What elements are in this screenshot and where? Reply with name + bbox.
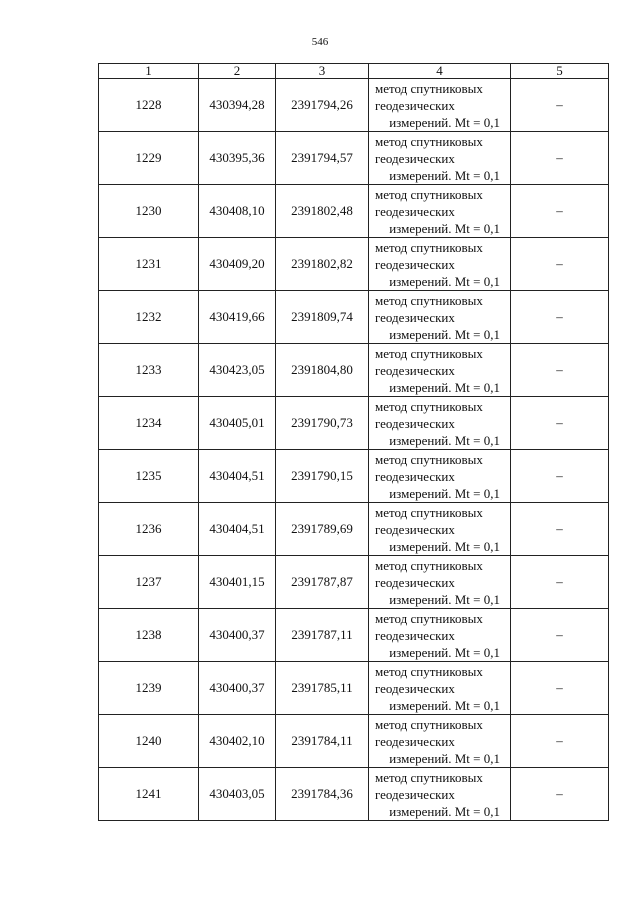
table-row — [99, 291, 609, 344]
method-line-1: метод спутниковых — [375, 610, 483, 626]
method-line-2: геодезических — [375, 680, 455, 696]
point-number-cell: 1232 — [99, 291, 199, 344]
table-row — [99, 344, 609, 397]
method-line-1: метод спутниковых — [375, 186, 483, 202]
point-number-cell: 1234 — [99, 397, 199, 450]
note-cell: – — [511, 609, 609, 662]
method-line-1: метод спутниковых — [375, 557, 483, 573]
y-coordinate-cell: 2391790,73 — [276, 397, 369, 450]
method-line-3: измерений. Mt = 0,1 — [389, 538, 500, 554]
method-line-3: измерений. Mt = 0,1 — [389, 697, 500, 713]
point-number-cell: 1241 — [99, 768, 199, 821]
x-coordinate-cell: 430403,05 — [199, 768, 276, 821]
note-cell: – — [511, 79, 609, 132]
method-cell — [369, 185, 511, 238]
method-line-1: метод спутниковых — [375, 239, 483, 255]
method-line-1: метод спутниковых — [375, 716, 483, 732]
method-cell — [369, 397, 511, 450]
method-cell — [369, 132, 511, 185]
method-line-1: метод спутниковых — [375, 398, 483, 414]
method-line-1: метод спутниковых — [375, 292, 483, 308]
note-cell: – — [511, 450, 609, 503]
x-coordinate-cell: 430404,51 — [199, 450, 276, 503]
table-row — [99, 132, 609, 185]
method-line-3: измерений. Mt = 0,1 — [389, 803, 500, 819]
point-number-cell: 1238 — [99, 609, 199, 662]
method-line-2: геодезических — [375, 203, 455, 219]
method-cell — [369, 344, 511, 397]
method-cell — [369, 556, 511, 609]
y-coordinate-cell: 2391802,48 — [276, 185, 369, 238]
table-row — [99, 397, 609, 450]
point-number-cell: 1239 — [99, 662, 199, 715]
method-cell — [369, 79, 511, 132]
x-coordinate-cell: 430402,10 — [199, 715, 276, 768]
column-header-1: 1 — [99, 64, 199, 79]
note-cell: – — [511, 132, 609, 185]
method-line-1: метод спутниковых — [375, 345, 483, 361]
x-coordinate-cell: 430394,28 — [199, 79, 276, 132]
method-line-2: геодезических — [375, 415, 455, 431]
x-coordinate-cell: 430400,37 — [199, 609, 276, 662]
note-cell: – — [511, 768, 609, 821]
method-line-3: измерений. Mt = 0,1 — [389, 591, 500, 607]
note-cell: – — [511, 291, 609, 344]
method-cell — [369, 503, 511, 556]
note-cell: – — [511, 185, 609, 238]
method-line-3: измерений. Mt = 0,1 — [389, 379, 500, 395]
table-row — [99, 503, 609, 556]
table-body — [99, 79, 609, 821]
method-line-1: метод спутниковых — [375, 769, 483, 785]
method-line-3: измерений. Mt = 0,1 — [389, 114, 500, 130]
table-row — [99, 238, 609, 291]
method-line-3: измерений. Mt = 0,1 — [389, 750, 500, 766]
note-cell: – — [511, 397, 609, 450]
note-cell: – — [511, 556, 609, 609]
x-coordinate-cell: 430401,15 — [199, 556, 276, 609]
point-number-cell: 1229 — [99, 132, 199, 185]
method-line-2: геодезических — [375, 256, 455, 272]
method-line-1: метод спутниковых — [375, 80, 483, 96]
y-coordinate-cell: 2391787,87 — [276, 556, 369, 609]
x-coordinate-cell: 430395,36 — [199, 132, 276, 185]
column-header-5: 5 — [511, 64, 609, 79]
method-line-1: метод спутниковых — [375, 504, 483, 520]
x-coordinate-cell: 430404,51 — [199, 503, 276, 556]
method-line-2: геодезических — [375, 150, 455, 166]
method-line-3: измерений. Mt = 0,1 — [389, 220, 500, 236]
y-coordinate-cell: 2391784,36 — [276, 768, 369, 821]
header-row — [99, 64, 609, 79]
table-row — [99, 450, 609, 503]
point-number-cell: 1230 — [99, 185, 199, 238]
note-cell: – — [511, 344, 609, 397]
method-line-3: измерений. Mt = 0,1 — [389, 167, 500, 183]
method-line-1: метод спутниковых — [375, 451, 483, 467]
table-row — [99, 79, 609, 132]
method-line-1: метод спутниковых — [375, 663, 483, 679]
page-number: 546 — [311, 36, 329, 48]
method-line-2: геодезических — [375, 574, 455, 590]
note-cell: – — [511, 715, 609, 768]
note-cell: – — [511, 662, 609, 715]
y-coordinate-cell: 2391802,82 — [276, 238, 369, 291]
method-line-2: геодезических — [375, 786, 455, 802]
point-number-cell: 1240 — [99, 715, 199, 768]
table-row — [99, 715, 609, 768]
table-row — [99, 768, 609, 821]
method-cell — [369, 291, 511, 344]
note-cell: – — [511, 503, 609, 556]
y-coordinate-cell: 2391809,74 — [276, 291, 369, 344]
method-line-3: измерений. Mt = 0,1 — [389, 326, 500, 342]
table-header — [99, 64, 609, 79]
column-header-3: 3 — [276, 64, 369, 79]
method-line-3: измерений. Mt = 0,1 — [389, 273, 500, 289]
y-coordinate-cell: 2391789,69 — [276, 503, 369, 556]
y-coordinate-cell: 2391804,80 — [276, 344, 369, 397]
point-number-cell: 1235 — [99, 450, 199, 503]
method-line-3: измерений. Mt = 0,1 — [389, 485, 500, 501]
y-coordinate-cell: 2391794,26 — [276, 79, 369, 132]
method-line-2: геодезических — [375, 521, 455, 537]
method-cell — [369, 609, 511, 662]
x-coordinate-cell: 430419,66 — [199, 291, 276, 344]
table-row — [99, 556, 609, 609]
point-number-cell: 1233 — [99, 344, 199, 397]
note-cell: – — [511, 238, 609, 291]
method-line-2: геодезических — [375, 362, 455, 378]
table-row — [99, 185, 609, 238]
column-header-2: 2 — [199, 64, 276, 79]
coordinates-table — [98, 63, 609, 821]
y-coordinate-cell: 2391790,15 — [276, 450, 369, 503]
method-cell — [369, 450, 511, 503]
y-coordinate-cell: 2391785,11 — [276, 662, 369, 715]
method-line-2: геодезических — [375, 309, 455, 325]
table-row — [99, 609, 609, 662]
x-coordinate-cell: 430408,10 — [199, 185, 276, 238]
method-line-3: измерений. Mt = 0,1 — [389, 644, 500, 660]
x-coordinate-cell: 430423,05 — [199, 344, 276, 397]
column-header-4: 4 — [369, 64, 511, 79]
table-row — [99, 662, 609, 715]
method-line-2: геодезических — [375, 627, 455, 643]
method-line-2: геодезических — [375, 733, 455, 749]
method-line-2: геодезических — [375, 468, 455, 484]
point-number-cell: 1228 — [99, 79, 199, 132]
method-cell — [369, 715, 511, 768]
point-number-cell: 1237 — [99, 556, 199, 609]
point-number-cell: 1236 — [99, 503, 199, 556]
y-coordinate-cell: 2391794,57 — [276, 132, 369, 185]
method-line-1: метод спутниковых — [375, 133, 483, 149]
method-cell — [369, 662, 511, 715]
x-coordinate-cell: 430409,20 — [199, 238, 276, 291]
method-line-2: геодезических — [375, 97, 455, 113]
x-coordinate-cell: 430400,37 — [199, 662, 276, 715]
method-line-3: измерений. Mt = 0,1 — [389, 432, 500, 448]
point-number-cell: 1231 — [99, 238, 199, 291]
y-coordinate-cell: 2391784,11 — [276, 715, 369, 768]
method-cell — [369, 768, 511, 821]
method-cell — [369, 238, 511, 291]
y-coordinate-cell: 2391787,11 — [276, 609, 369, 662]
x-coordinate-cell: 430405,01 — [199, 397, 276, 450]
